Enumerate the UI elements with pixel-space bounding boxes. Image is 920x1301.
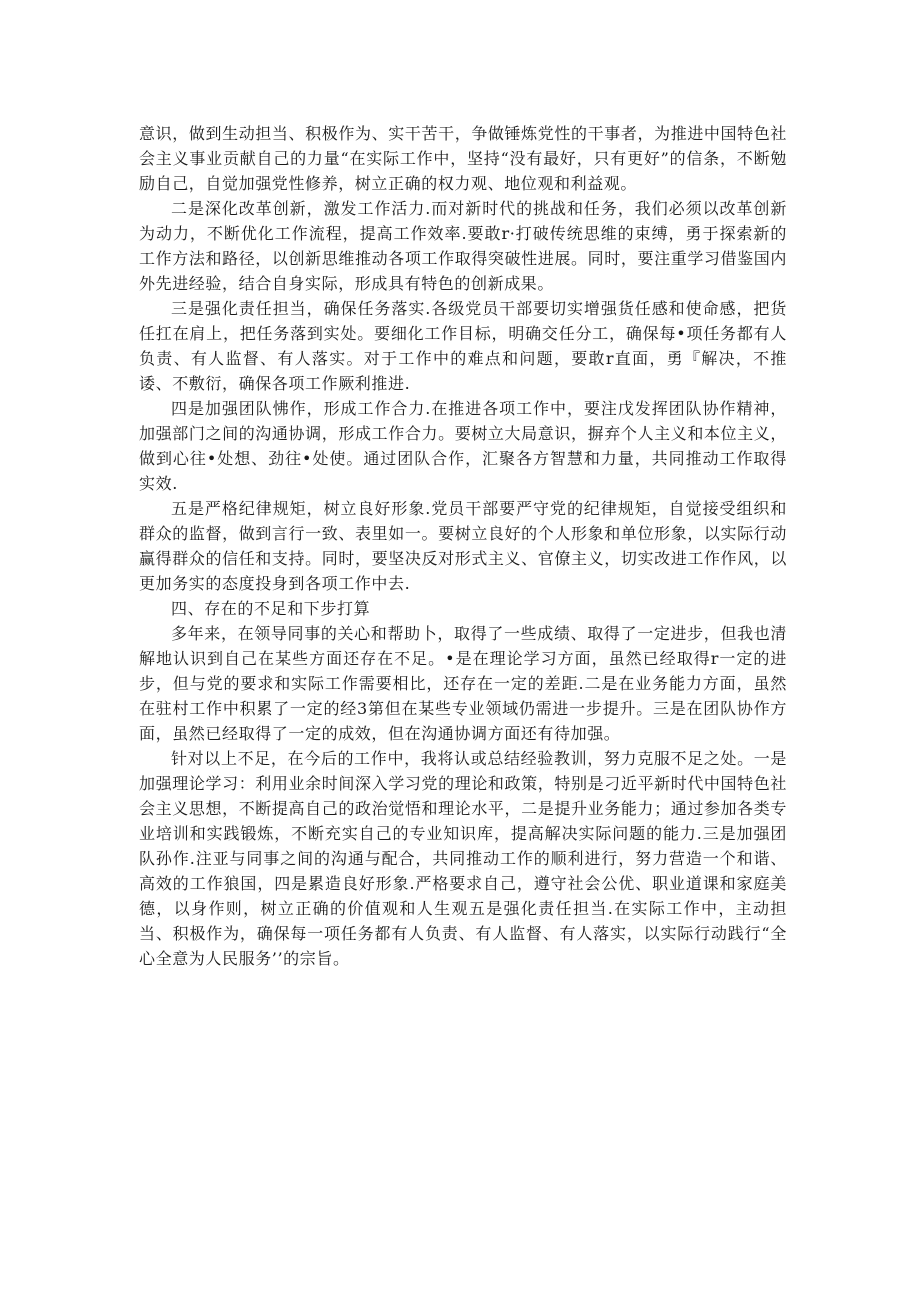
paragraph-teamwork: 四是加强团队怫作，形成工作合力.在推进各项工作中，要注戊发挥团队协作精神，加强部门之间的沟通协调，形成工作合力。要树立大局意识，摒弃个人主义和本位主义，做到心往•处想、劲往•处使。通过团队合作，汇聚各方智慧和力量，共同推动工作取得实效. — [139, 399, 787, 493]
paragraph-discipline: 五是严格纪律规矩，树立良好形象.党员干部要严守党的纪律规矩，自觉接受组织和群众的监督，做到言行一致、表里如一。要树立良好的个人形象和单位形象，以实际行动赢得群众的信任和支持。同时，要坚决反对形式主义、官僚主义，切实改进工作作风，以更加务实的态度投身到各项工作中去. — [139, 499, 787, 593]
paragraph-reform-innovation: 二是深化改革创新，激发工作活力.而对新时代的挑战和任务，我们必须以改革创新为动力，不断优化工作流程，提高工作效率.要敢r·打破传统思维的束缚，勇于探索新的工作方法和路径，以创新思维推动各项工作取得突破性进展。同时，要注重学习借鉴国内外先进经验，结合自身实际，形成具有特色的创新成果。 — [139, 199, 787, 293]
paragraph-next-steps: 针对以上不足，在今后的工作中，我将认或总结经验教训，努力克服不足之处。一是加强理论学习：利用业余时间深入学习党的理论和政策，特别是刁近平新时代中国特色社会主义思想，不断提高自己的政治觉悟和理论水平，二是提升业务能力；通过参加各类专业培训和实践锻炼，不断充实自己的专业知识库，提高解决实际问题的能力.三是加强团队孙作.注亚与同事之间的沟通与配合，共同推动工作的顺利进行，努力营造一个和谐、高效的工作狼国，四是累造良好形象.严格要求自己，遵守社会公优、职业道课和家庭美德，以身作则，树立正确的价值观和人生观五是强化责任担当.在实际工作中，主动担当、积极作为，确保每一项任务都有人负责、有人监督、有人落实，以实际行动践行“全心全意为人民服务’’的宗旨。 — [139, 749, 787, 968]
paragraph-shortcomings: 多年来，在领导同事的关心和帮助卜，取得了一些成绩、取得了一定进步，但我也清解地认识到自己在某些方面还存在不足。•是在理论学习方面，虽然已经取得r一定的进步，但与党的要求和实际工作需要相比，还存在一定的差距.二是在业务能力方面，虽然在驻村工作中积累了一定的经3第但在某些专业领域仍需进一步提升。三是在团队协作方面，虽然已经取得了一定的成效，但在沟通协调方面还有待加强。 — [139, 624, 787, 743]
section-heading: 四、存在的不足和下步打算 — [171, 599, 371, 618]
paragraph-continuation: 意识，做到生动担当、积极作为、实干苦干，争做锤炼党性的干事者，为推进中国特色社会主义事业贡献自己的力量“在实际工作中，坚持“没有最好，只有更好”的信条，不断勉励自己，自觉加强党性修养，树立正确的权力观、地位观和利益观。 — [139, 124, 787, 193]
document-body — [139, 121, 787, 971]
paragraph-responsibility: 三是强化责任担当，确保任务落实.各级党员干部要切实增强货任感和使命感，把货任扛在肩上，把任务落到实处。要细化工作目标，明确交任分工，确保每•项任务都有人负责、有人监督、有人落实。对于工作中的难点和问题，要敢r直面，勇『解决，不推诿、不敷衍，确保各项工作厥利推进. — [139, 299, 787, 393]
